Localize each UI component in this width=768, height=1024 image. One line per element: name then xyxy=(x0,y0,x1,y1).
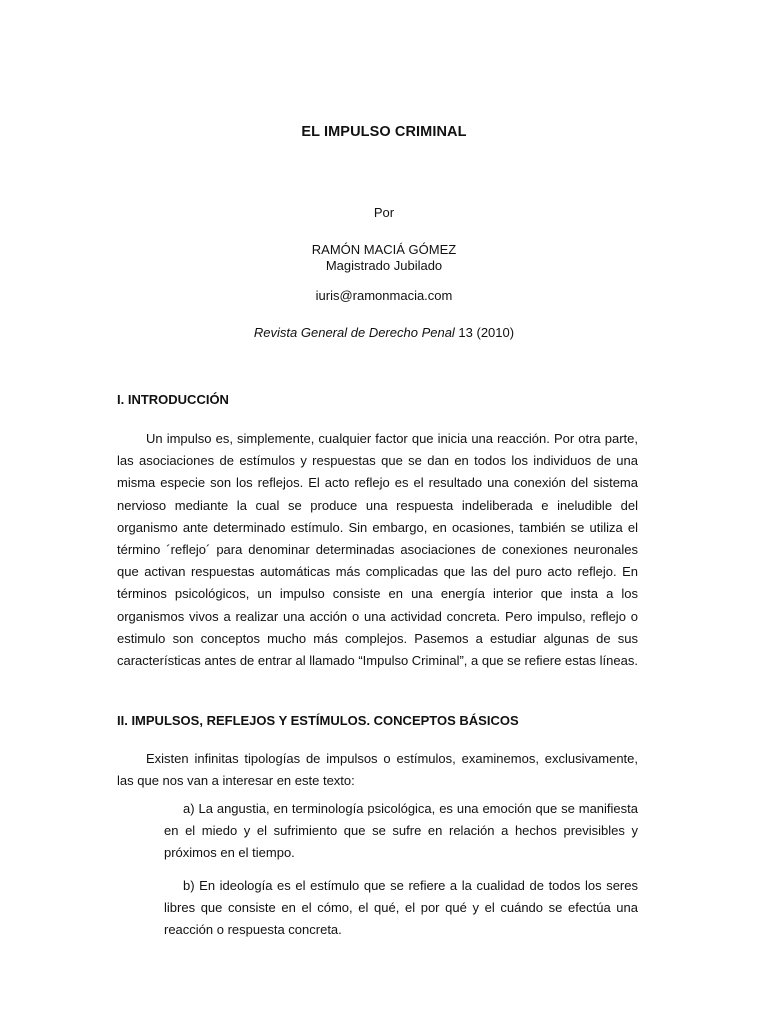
by-label: Por xyxy=(373,205,395,220)
journal-name: Revista General de Derecho Penal xyxy=(253,325,455,340)
author-email: iuris@ramonmacia.com xyxy=(315,288,453,303)
concepts-paragraph xyxy=(117,748,638,792)
intro-paragraph-text: Un impulso es, simplemente, cualquier factor que inicia una reacción. Por otra parte, las asociaciones de estímulos y respuestas que se dan en todos los individuos de una misma especie son los reflejos. El acto reflejo es el resultado una conexión del sistema nervioso mediante la cual se produce una respuesta indeliberada e ineludible del organismo ante determinado estímulo. Sin embargo, en ocasiones, también se utiliza el término ´reflejo´ para denominar determinadas asociaciones de conexiones neuronales que activan respuestas automáticas más complicadas que las del puro acto reflejo. En términos psicológicos, un impulso consiste en una energía interior que insta a los organismos vivos a realizar una acción o una actividad concreta. Pero impulso, reflejo o estimulo son conceptos mucho más complejos. Pasemos a estudiar algunas de sus características antes de entrar al llamado “Impulso Criminal”, a que se refiere estas líneas. xyxy=(117,431,638,669)
list-item-a-text: a) La angustia, en terminología psicológica, es una emoción que se manifiesta en el miedo y el sufrimiento que se sufre en relación a hechos previsibles y próximos en el tiempo. xyxy=(164,801,638,861)
section-heading-conceptos: II. IMPULSOS, REFLEJOS Y ESTÍMULOS. CONCEPTOS BÁSICOS xyxy=(117,713,519,728)
author-name: RAMÓN MACIÁ GÓMEZ xyxy=(311,242,457,257)
concepts-paragraph-text: Existen infinitas tipologías de impulsos o estímulos, examinemos, exclusivamente, las que nos van a interesar en este texto: xyxy=(117,751,638,789)
intro-paragraph xyxy=(117,428,638,672)
list-item-a xyxy=(164,798,638,865)
journal-issue: 13 (2010) xyxy=(454,325,515,340)
list-item-b xyxy=(164,875,638,942)
author-role: Magistrado Jubilado xyxy=(325,258,443,273)
list-item-b-text: b) En ideología es el estímulo que se refiere a la cualidad de todos los seres libres que consiste en el cómo, el qué, el por qué y el cuándo se efectúa una reacción o respuesta concreta. xyxy=(164,878,638,938)
citation xyxy=(0,325,768,341)
section-heading-introduccion: I. INTRODUCCIÓN xyxy=(117,392,229,407)
document-title: EL IMPULSO CRIMINAL xyxy=(301,124,467,140)
